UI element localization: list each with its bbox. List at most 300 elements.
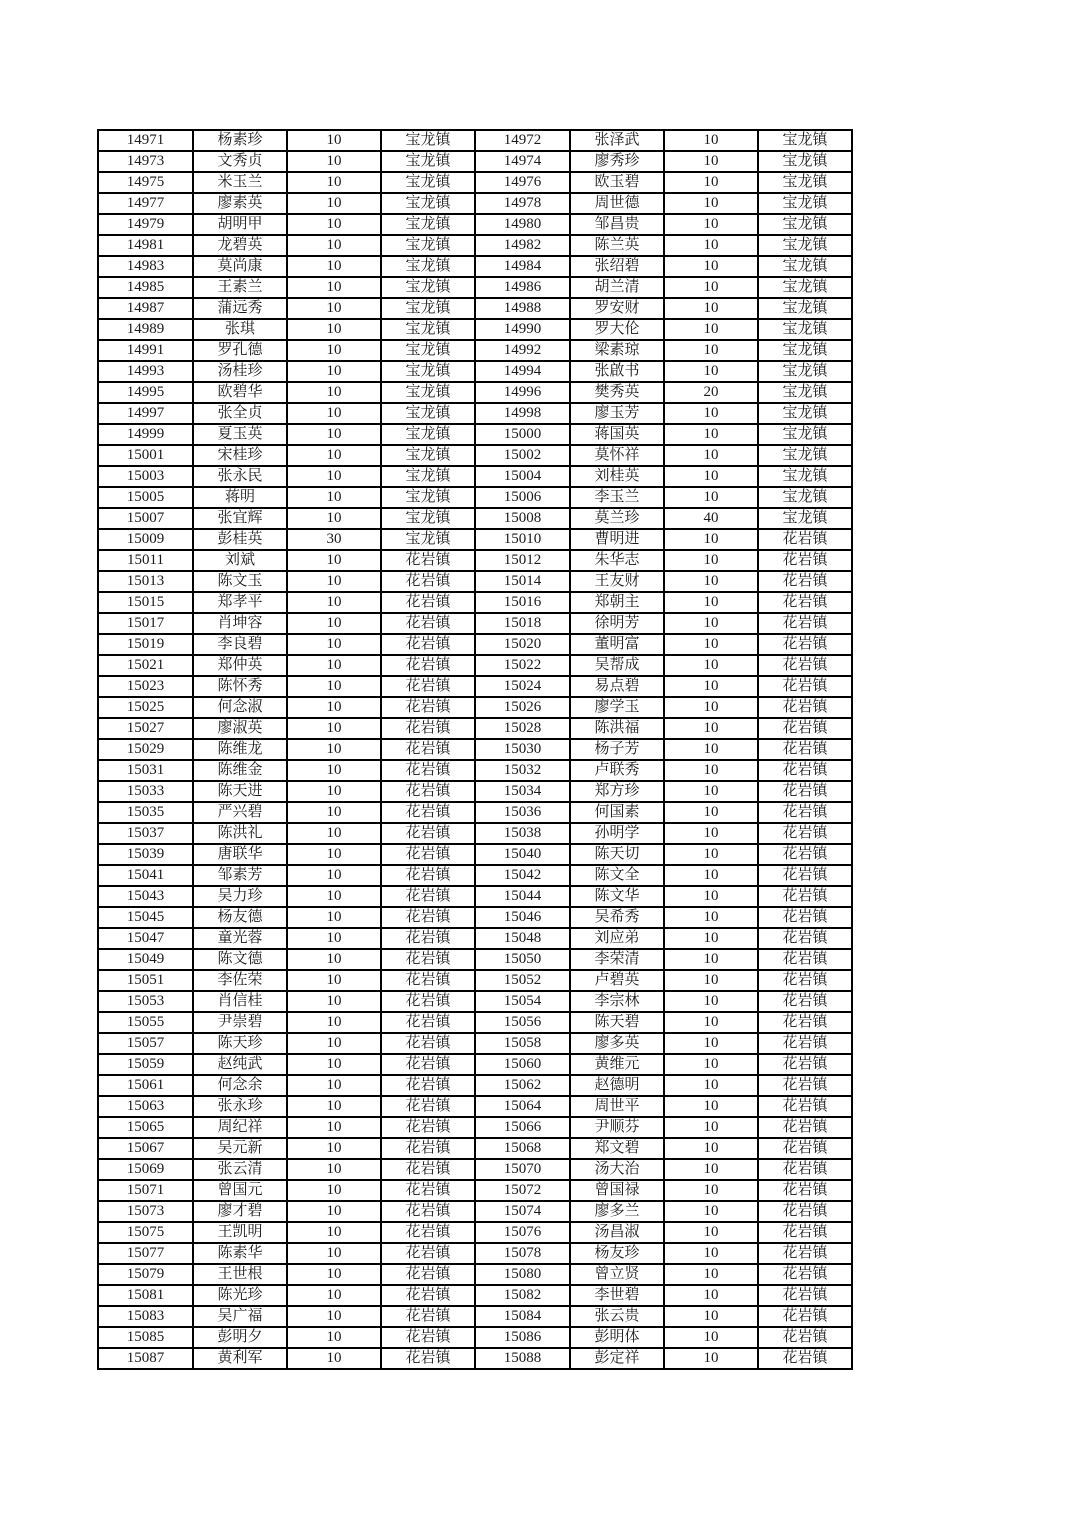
- amount-cell: 10: [287, 592, 381, 613]
- name-cell: 张泽武: [570, 130, 664, 151]
- id-cell: 14992: [475, 340, 570, 361]
- town-cell: 花岩镇: [381, 844, 475, 865]
- id-cell: 14971: [98, 130, 193, 151]
- name-cell: 廖玉芳: [570, 403, 664, 424]
- id-cell: 15042: [475, 865, 570, 886]
- town-cell: 花岩镇: [758, 1264, 852, 1285]
- name-cell: 蒋明: [193, 487, 287, 508]
- name-cell: 吴元新: [193, 1138, 287, 1159]
- table-row: [98, 1243, 852, 1264]
- town-cell: 花岩镇: [381, 1243, 475, 1264]
- id-cell: 15023: [98, 676, 193, 697]
- name-cell: 黄维元: [570, 1054, 664, 1075]
- town-cell: 花岩镇: [758, 550, 852, 571]
- name-cell: 李良碧: [193, 634, 287, 655]
- amount-cell: 10: [287, 1138, 381, 1159]
- amount-cell: 10: [664, 1012, 758, 1033]
- amount-cell: 10: [664, 1222, 758, 1243]
- amount-cell: 10: [664, 1180, 758, 1201]
- id-cell: 14994: [475, 361, 570, 382]
- table-row: [98, 361, 852, 382]
- name-cell: 张永珍: [193, 1096, 287, 1117]
- amount-cell: 10: [287, 1285, 381, 1306]
- town-cell: 花岩镇: [381, 886, 475, 907]
- amount-cell: 10: [287, 655, 381, 676]
- town-cell: 宝龙镇: [381, 256, 475, 277]
- name-cell: 易点碧: [570, 676, 664, 697]
- id-cell: 15074: [475, 1201, 570, 1222]
- id-cell: 14976: [475, 172, 570, 193]
- id-cell: 14987: [98, 298, 193, 319]
- name-cell: 陈文德: [193, 949, 287, 970]
- id-cell: 15049: [98, 949, 193, 970]
- town-cell: 花岩镇: [381, 1327, 475, 1348]
- table-row: [98, 844, 852, 865]
- amount-cell: 10: [664, 571, 758, 592]
- id-cell: 15069: [98, 1159, 193, 1180]
- amount-cell: 10: [287, 949, 381, 970]
- name-cell: 曾国元: [193, 1180, 287, 1201]
- town-cell: 花岩镇: [381, 634, 475, 655]
- id-cell: 15057: [98, 1033, 193, 1054]
- town-cell: 花岩镇: [758, 571, 852, 592]
- id-cell: 14991: [98, 340, 193, 361]
- town-cell: 花岩镇: [758, 1117, 852, 1138]
- name-cell: 董明富: [570, 634, 664, 655]
- town-cell: 宝龙镇: [381, 424, 475, 445]
- id-cell: 15070: [475, 1159, 570, 1180]
- amount-cell: 10: [664, 529, 758, 550]
- table-row: [98, 991, 852, 1012]
- name-cell: 赵纯武: [193, 1054, 287, 1075]
- id-cell: 15032: [475, 760, 570, 781]
- town-cell: 花岩镇: [758, 802, 852, 823]
- town-cell: 花岩镇: [381, 970, 475, 991]
- table-row: [98, 802, 852, 823]
- name-cell: 米玉兰: [193, 172, 287, 193]
- id-cell: 15028: [475, 718, 570, 739]
- name-cell: 宋桂珍: [193, 445, 287, 466]
- table-row: [98, 676, 852, 697]
- amount-cell: 10: [287, 1096, 381, 1117]
- amount-cell: 10: [664, 739, 758, 760]
- name-cell: 陈维龙: [193, 739, 287, 760]
- town-cell: 宝龙镇: [758, 130, 852, 151]
- id-cell: 15009: [98, 529, 193, 550]
- id-cell: 15017: [98, 613, 193, 634]
- amount-cell: 10: [664, 172, 758, 193]
- table-row: [98, 445, 852, 466]
- id-cell: 15079: [98, 1264, 193, 1285]
- id-cell: 14978: [475, 193, 570, 214]
- id-cell: 14999: [98, 424, 193, 445]
- town-cell: 花岩镇: [758, 1201, 852, 1222]
- table-row: [98, 571, 852, 592]
- table-row: [98, 1033, 852, 1054]
- name-cell: 吴希秀: [570, 907, 664, 928]
- name-cell: 陈兰英: [570, 235, 664, 256]
- id-cell: 14995: [98, 382, 193, 403]
- id-cell: 15003: [98, 466, 193, 487]
- amount-cell: 10: [664, 424, 758, 445]
- amount-cell: 10: [664, 1138, 758, 1159]
- table-row: [98, 382, 852, 403]
- town-cell: 宝龙镇: [758, 403, 852, 424]
- amount-cell: 10: [664, 1201, 758, 1222]
- town-cell: 宝龙镇: [758, 298, 852, 319]
- name-cell: 何念余: [193, 1075, 287, 1096]
- name-cell: 樊秀英: [570, 382, 664, 403]
- amount-cell: 10: [664, 991, 758, 1012]
- town-cell: 花岩镇: [381, 823, 475, 844]
- name-cell: 李玉兰: [570, 487, 664, 508]
- amount-cell: 10: [287, 1201, 381, 1222]
- town-cell: 花岩镇: [381, 1264, 475, 1285]
- town-cell: 花岩镇: [381, 781, 475, 802]
- name-cell: 刘桂英: [570, 466, 664, 487]
- table-row: [98, 151, 852, 172]
- town-cell: 花岩镇: [381, 718, 475, 739]
- name-cell: 张宜辉: [193, 508, 287, 529]
- name-cell: 何国素: [570, 802, 664, 823]
- town-cell: 宝龙镇: [381, 382, 475, 403]
- town-cell: 宝龙镇: [381, 508, 475, 529]
- name-cell: 陈天切: [570, 844, 664, 865]
- name-cell: 陈天珍: [193, 1033, 287, 1054]
- town-cell: 花岩镇: [381, 613, 475, 634]
- town-cell: 花岩镇: [758, 697, 852, 718]
- town-cell: 宝龙镇: [758, 235, 852, 256]
- table-row: [98, 466, 852, 487]
- amount-cell: 10: [664, 970, 758, 991]
- id-cell: 14975: [98, 172, 193, 193]
- amount-cell: 10: [287, 487, 381, 508]
- name-cell: 廖多英: [570, 1033, 664, 1054]
- town-cell: 花岩镇: [381, 760, 475, 781]
- town-cell: 宝龙镇: [381, 193, 475, 214]
- table-row: [98, 1327, 852, 1348]
- name-cell: 尹崇碧: [193, 1012, 287, 1033]
- roster-table: [97, 129, 853, 1370]
- name-cell: 汤大治: [570, 1159, 664, 1180]
- amount-cell: 10: [287, 739, 381, 760]
- name-cell: 胡兰清: [570, 277, 664, 298]
- name-cell: 曾立贤: [570, 1264, 664, 1285]
- name-cell: 邹昌贵: [570, 214, 664, 235]
- town-cell: 宝龙镇: [381, 529, 475, 550]
- id-cell: 15014: [475, 571, 570, 592]
- name-cell: 陈维金: [193, 760, 287, 781]
- town-cell: 花岩镇: [381, 592, 475, 613]
- id-cell: 15030: [475, 739, 570, 760]
- table-row: [98, 1285, 852, 1306]
- amount-cell: 10: [287, 1117, 381, 1138]
- id-cell: 15064: [475, 1096, 570, 1117]
- town-cell: 花岩镇: [381, 550, 475, 571]
- id-cell: 15043: [98, 886, 193, 907]
- name-cell: 陈光珍: [193, 1285, 287, 1306]
- name-cell: 汤桂珍: [193, 361, 287, 382]
- town-cell: 花岩镇: [758, 1159, 852, 1180]
- name-cell: 郑朝主: [570, 592, 664, 613]
- town-cell: 花岩镇: [381, 1054, 475, 1075]
- name-cell: 吴力珍: [193, 886, 287, 907]
- name-cell: 陈素华: [193, 1243, 287, 1264]
- table-row: [98, 1138, 852, 1159]
- amount-cell: 10: [664, 613, 758, 634]
- town-cell: 宝龙镇: [758, 466, 852, 487]
- id-cell: 15021: [98, 655, 193, 676]
- name-cell: 彭定祥: [570, 1348, 664, 1369]
- name-cell: 郑仲英: [193, 655, 287, 676]
- amount-cell: 10: [664, 1075, 758, 1096]
- id-cell: 15050: [475, 949, 570, 970]
- id-cell: 15053: [98, 991, 193, 1012]
- town-cell: 花岩镇: [758, 1306, 852, 1327]
- id-cell: 15039: [98, 844, 193, 865]
- name-cell: 刘斌: [193, 550, 287, 571]
- town-cell: 花岩镇: [758, 949, 852, 970]
- amount-cell: 10: [664, 466, 758, 487]
- town-cell: 花岩镇: [381, 1201, 475, 1222]
- town-cell: 花岩镇: [381, 802, 475, 823]
- town-cell: 花岩镇: [381, 1033, 475, 1054]
- id-cell: 15035: [98, 802, 193, 823]
- id-cell: 15037: [98, 823, 193, 844]
- amount-cell: 10: [287, 1159, 381, 1180]
- amount-cell: 10: [287, 403, 381, 424]
- name-cell: 朱华志: [570, 550, 664, 571]
- id-cell: 15063: [98, 1096, 193, 1117]
- town-cell: 宝龙镇: [381, 361, 475, 382]
- town-cell: 宝龙镇: [381, 214, 475, 235]
- amount-cell: 10: [287, 361, 381, 382]
- amount-cell: 10: [287, 193, 381, 214]
- table-row: [98, 256, 852, 277]
- town-cell: 花岩镇: [758, 1327, 852, 1348]
- table-row: [98, 319, 852, 340]
- town-cell: 花岩镇: [381, 739, 475, 760]
- name-cell: 卢碧英: [570, 970, 664, 991]
- town-cell: 花岩镇: [381, 1096, 475, 1117]
- town-cell: 宝龙镇: [381, 277, 475, 298]
- name-cell: 吴广福: [193, 1306, 287, 1327]
- town-cell: 花岩镇: [758, 886, 852, 907]
- name-cell: 李佐荣: [193, 970, 287, 991]
- name-cell: 邹素芳: [193, 865, 287, 886]
- table-row: [98, 634, 852, 655]
- amount-cell: 10: [664, 802, 758, 823]
- town-cell: 花岩镇: [381, 655, 475, 676]
- id-cell: 15080: [475, 1264, 570, 1285]
- amount-cell: 10: [287, 676, 381, 697]
- id-cell: 14981: [98, 235, 193, 256]
- id-cell: 14972: [475, 130, 570, 151]
- amount-cell: 10: [664, 1327, 758, 1348]
- town-cell: 花岩镇: [381, 1117, 475, 1138]
- id-cell: 15044: [475, 886, 570, 907]
- town-cell: 花岩镇: [758, 970, 852, 991]
- town-cell: 花岩镇: [381, 1180, 475, 1201]
- id-cell: 15027: [98, 718, 193, 739]
- id-cell: 15002: [475, 445, 570, 466]
- id-cell: 15056: [475, 1012, 570, 1033]
- id-cell: 15078: [475, 1243, 570, 1264]
- town-cell: 宝龙镇: [758, 382, 852, 403]
- town-cell: 花岩镇: [758, 1096, 852, 1117]
- name-cell: 周纪祥: [193, 1117, 287, 1138]
- town-cell: 花岩镇: [758, 1054, 852, 1075]
- name-cell: 王素兰: [193, 277, 287, 298]
- name-cell: 严兴碧: [193, 802, 287, 823]
- amount-cell: 10: [664, 487, 758, 508]
- id-cell: 15036: [475, 802, 570, 823]
- name-cell: 张全贞: [193, 403, 287, 424]
- name-cell: 莫尚康: [193, 256, 287, 277]
- amount-cell: 10: [287, 907, 381, 928]
- town-cell: 宝龙镇: [381, 445, 475, 466]
- amount-cell: 10: [287, 634, 381, 655]
- town-cell: 花岩镇: [381, 928, 475, 949]
- town-cell: 花岩镇: [381, 697, 475, 718]
- town-cell: 宝龙镇: [381, 403, 475, 424]
- id-cell: 15047: [98, 928, 193, 949]
- roster-table-body: [98, 130, 852, 1369]
- amount-cell: 10: [287, 697, 381, 718]
- name-cell: 张啟书: [570, 361, 664, 382]
- amount-cell: 10: [664, 865, 758, 886]
- id-cell: 15013: [98, 571, 193, 592]
- amount-cell: 10: [287, 235, 381, 256]
- id-cell: 15038: [475, 823, 570, 844]
- town-cell: 宝龙镇: [381, 466, 475, 487]
- amount-cell: 10: [287, 1348, 381, 1369]
- id-cell: 15087: [98, 1348, 193, 1369]
- town-cell: 宝龙镇: [758, 151, 852, 172]
- name-cell: 郑文碧: [570, 1138, 664, 1159]
- town-cell: 花岩镇: [758, 1285, 852, 1306]
- town-cell: 花岩镇: [758, 613, 852, 634]
- town-cell: 花岩镇: [758, 928, 852, 949]
- name-cell: 李宗林: [570, 991, 664, 1012]
- amount-cell: 10: [664, 697, 758, 718]
- name-cell: 陈文玉: [193, 571, 287, 592]
- table-row: [98, 1075, 852, 1096]
- amount-cell: 10: [664, 130, 758, 151]
- id-cell: 15072: [475, 1180, 570, 1201]
- id-cell: 15045: [98, 907, 193, 928]
- amount-cell: 10: [664, 844, 758, 865]
- id-cell: 14990: [475, 319, 570, 340]
- town-cell: 花岩镇: [758, 781, 852, 802]
- name-cell: 陈文全: [570, 865, 664, 886]
- town-cell: 花岩镇: [758, 592, 852, 613]
- id-cell: 15060: [475, 1054, 570, 1075]
- id-cell: 15005: [98, 487, 193, 508]
- amount-cell: 10: [664, 655, 758, 676]
- table-row: [98, 1096, 852, 1117]
- name-cell: 罗孔德: [193, 340, 287, 361]
- town-cell: 花岩镇: [381, 991, 475, 1012]
- id-cell: 15004: [475, 466, 570, 487]
- name-cell: 张琪: [193, 319, 287, 340]
- id-cell: 14979: [98, 214, 193, 235]
- town-cell: 宝龙镇: [758, 508, 852, 529]
- table-row: [98, 193, 852, 214]
- town-cell: 宝龙镇: [758, 277, 852, 298]
- amount-cell: 20: [664, 382, 758, 403]
- name-cell: 陈洪礼: [193, 823, 287, 844]
- id-cell: 14974: [475, 151, 570, 172]
- town-cell: 宝龙镇: [758, 361, 852, 382]
- id-cell: 15040: [475, 844, 570, 865]
- name-cell: 杨友德: [193, 907, 287, 928]
- amount-cell: 10: [664, 781, 758, 802]
- town-cell: 花岩镇: [758, 739, 852, 760]
- amount-cell: 10: [287, 1327, 381, 1348]
- id-cell: 15007: [98, 508, 193, 529]
- table-row: [98, 1012, 852, 1033]
- town-cell: 花岩镇: [758, 1075, 852, 1096]
- name-cell: 张云贵: [570, 1306, 664, 1327]
- amount-cell: 10: [287, 718, 381, 739]
- id-cell: 15006: [475, 487, 570, 508]
- id-cell: 14982: [475, 235, 570, 256]
- amount-cell: 10: [287, 508, 381, 529]
- name-cell: 廖才碧: [193, 1201, 287, 1222]
- name-cell: 张绍碧: [570, 256, 664, 277]
- id-cell: 15067: [98, 1138, 193, 1159]
- town-cell: 花岩镇: [381, 571, 475, 592]
- amount-cell: 10: [287, 445, 381, 466]
- id-cell: 15071: [98, 1180, 193, 1201]
- name-cell: 郑方珍: [570, 781, 664, 802]
- name-cell: 陈怀秀: [193, 676, 287, 697]
- name-cell: 陈文华: [570, 886, 664, 907]
- name-cell: 王世根: [193, 1264, 287, 1285]
- name-cell: 夏玉英: [193, 424, 287, 445]
- town-cell: 花岩镇: [381, 1012, 475, 1033]
- amount-cell: 10: [287, 214, 381, 235]
- id-cell: 15025: [98, 697, 193, 718]
- name-cell: 卢联秀: [570, 760, 664, 781]
- name-cell: 廖多兰: [570, 1201, 664, 1222]
- town-cell: 宝龙镇: [758, 172, 852, 193]
- table-row: [98, 340, 852, 361]
- id-cell: 15016: [475, 592, 570, 613]
- town-cell: 花岩镇: [758, 634, 852, 655]
- id-cell: 15033: [98, 781, 193, 802]
- table-row: [98, 487, 852, 508]
- name-cell: 梁素琼: [570, 340, 664, 361]
- table-row: [98, 1201, 852, 1222]
- table-row: [98, 1117, 852, 1138]
- amount-cell: 10: [287, 277, 381, 298]
- amount-cell: 10: [287, 298, 381, 319]
- table-row: [98, 907, 852, 928]
- id-cell: 15024: [475, 676, 570, 697]
- amount-cell: 10: [287, 571, 381, 592]
- amount-cell: 10: [664, 1306, 758, 1327]
- town-cell: 宝龙镇: [381, 172, 475, 193]
- amount-cell: 10: [664, 298, 758, 319]
- town-cell: 宝龙镇: [758, 319, 852, 340]
- table-row: [98, 823, 852, 844]
- id-cell: 15018: [475, 613, 570, 634]
- id-cell: 14983: [98, 256, 193, 277]
- town-cell: 花岩镇: [758, 865, 852, 886]
- name-cell: 彭明夕: [193, 1327, 287, 1348]
